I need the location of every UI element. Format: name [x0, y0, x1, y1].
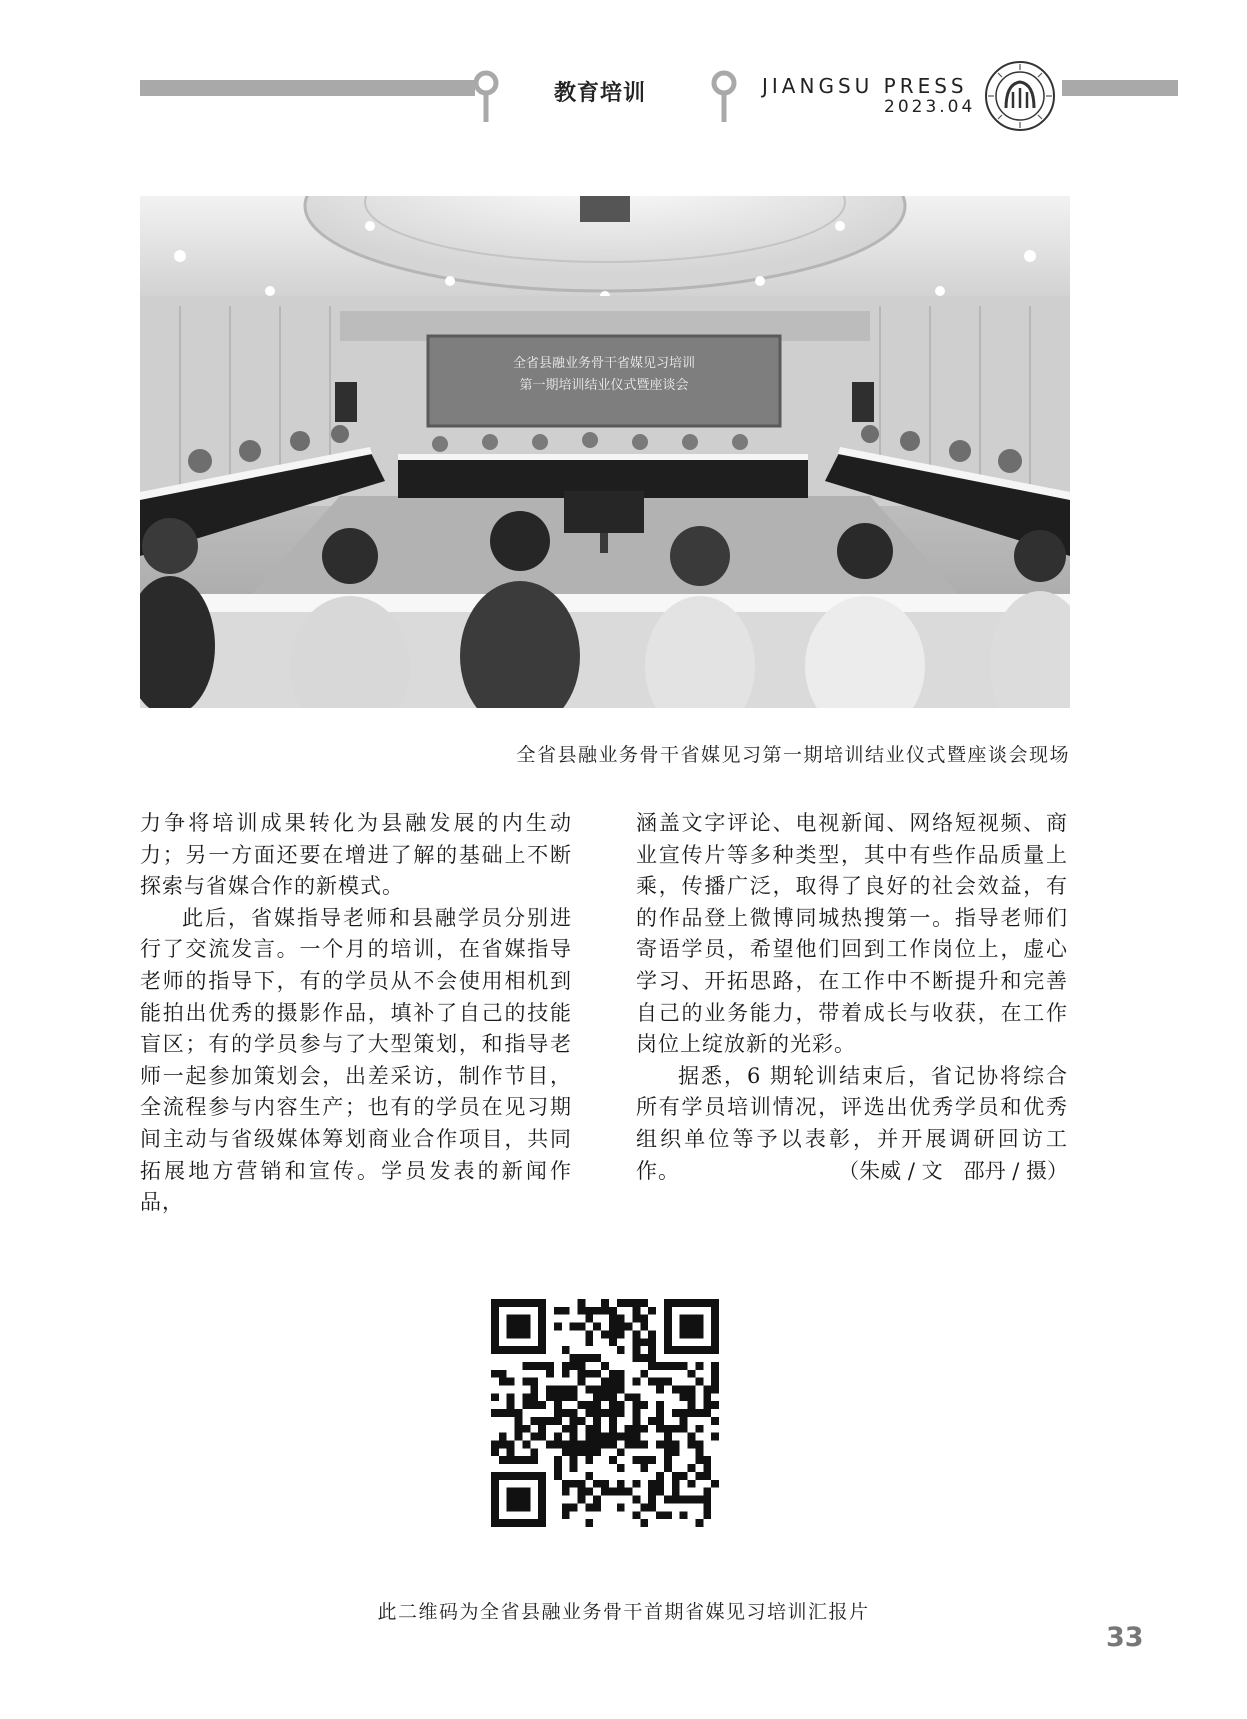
paragraph: 涵盖文字评论、电视新闻、网络短视频、商业宣传片等多种类型，其中有些作品质量上乘，传播广泛，取得了良好的社会效益，有的作品登上微博同城热搜第一。指导老师们寄语学员，希望他们回到工作岗位上，虚心学习、开拓思路，在工作中不断提升和完善自己的业务能力，带着成长与收获，在工作岗位上绽放新的光彩。 — [636, 811, 1068, 1057]
jiangsu-press-seal-icon — [984, 60, 1056, 132]
paragraph-text: 据悉，6 期轮训结束后，省记协将综合所有学员培训情况，评选出优秀学员和优秀组织单位等予以表彰，并开展调研回访工作。 — [636, 1063, 1068, 1183]
qr-code-icon[interactable] — [491, 1299, 719, 1527]
header-bar-right — [1062, 80, 1178, 96]
article-left-column — [140, 808, 572, 1219]
photo-caption: 全省县融业务骨干省媒见习第一期培训结业仪式暨座谈会现场 — [516, 744, 1070, 766]
meeting-photo — [140, 196, 1070, 708]
banner-line-1: 全省县融业务骨干省媒见习培训 — [512, 356, 696, 371]
magazine-name: JIANGSU PRESS — [762, 74, 968, 98]
byline: （朱威 / 文 邵丹 / 摄） — [838, 1158, 1068, 1183]
location-pin-icon — [471, 70, 501, 124]
paragraph: 力争将培训成果转化为县融发展的内生动力；另一方面还要在增进了解的基础上不断探索与省媒合作的新模式。 — [140, 811, 572, 899]
section-title: 教育培训 — [554, 81, 647, 106]
qr-caption: 此二维码为全省县融业务骨干首期省媒见习培训汇报片 — [377, 1601, 870, 1623]
paragraph — [636, 1061, 1068, 1187]
header-bar-left — [140, 80, 475, 96]
location-pin-icon — [709, 70, 739, 124]
banner-line-2: 第一期培训结业仪式暨座谈会 — [519, 378, 689, 393]
article-right-column — [636, 808, 1068, 1187]
paragraph: 此后，省媒指导老师和县融学员分别进行了交流发言。一个月的培训，在省媒指导老师的指导下，有的学员从不会使用相机到能拍出优秀的摄影作品，填补了自己的技能盲区；有的学员参与了大型策划，和指导老师一起参加策划会，出差采访，制作节目，全流程参与内容生产；也有的学员在见习期间主动与省级媒体筹划商业合作项目，共同拓展地方营销和宣传。学员发表的新闻作品， — [140, 905, 572, 1215]
magazine-issue: 2023.04 — [884, 97, 976, 117]
page-number: 33 — [1106, 1622, 1144, 1653]
